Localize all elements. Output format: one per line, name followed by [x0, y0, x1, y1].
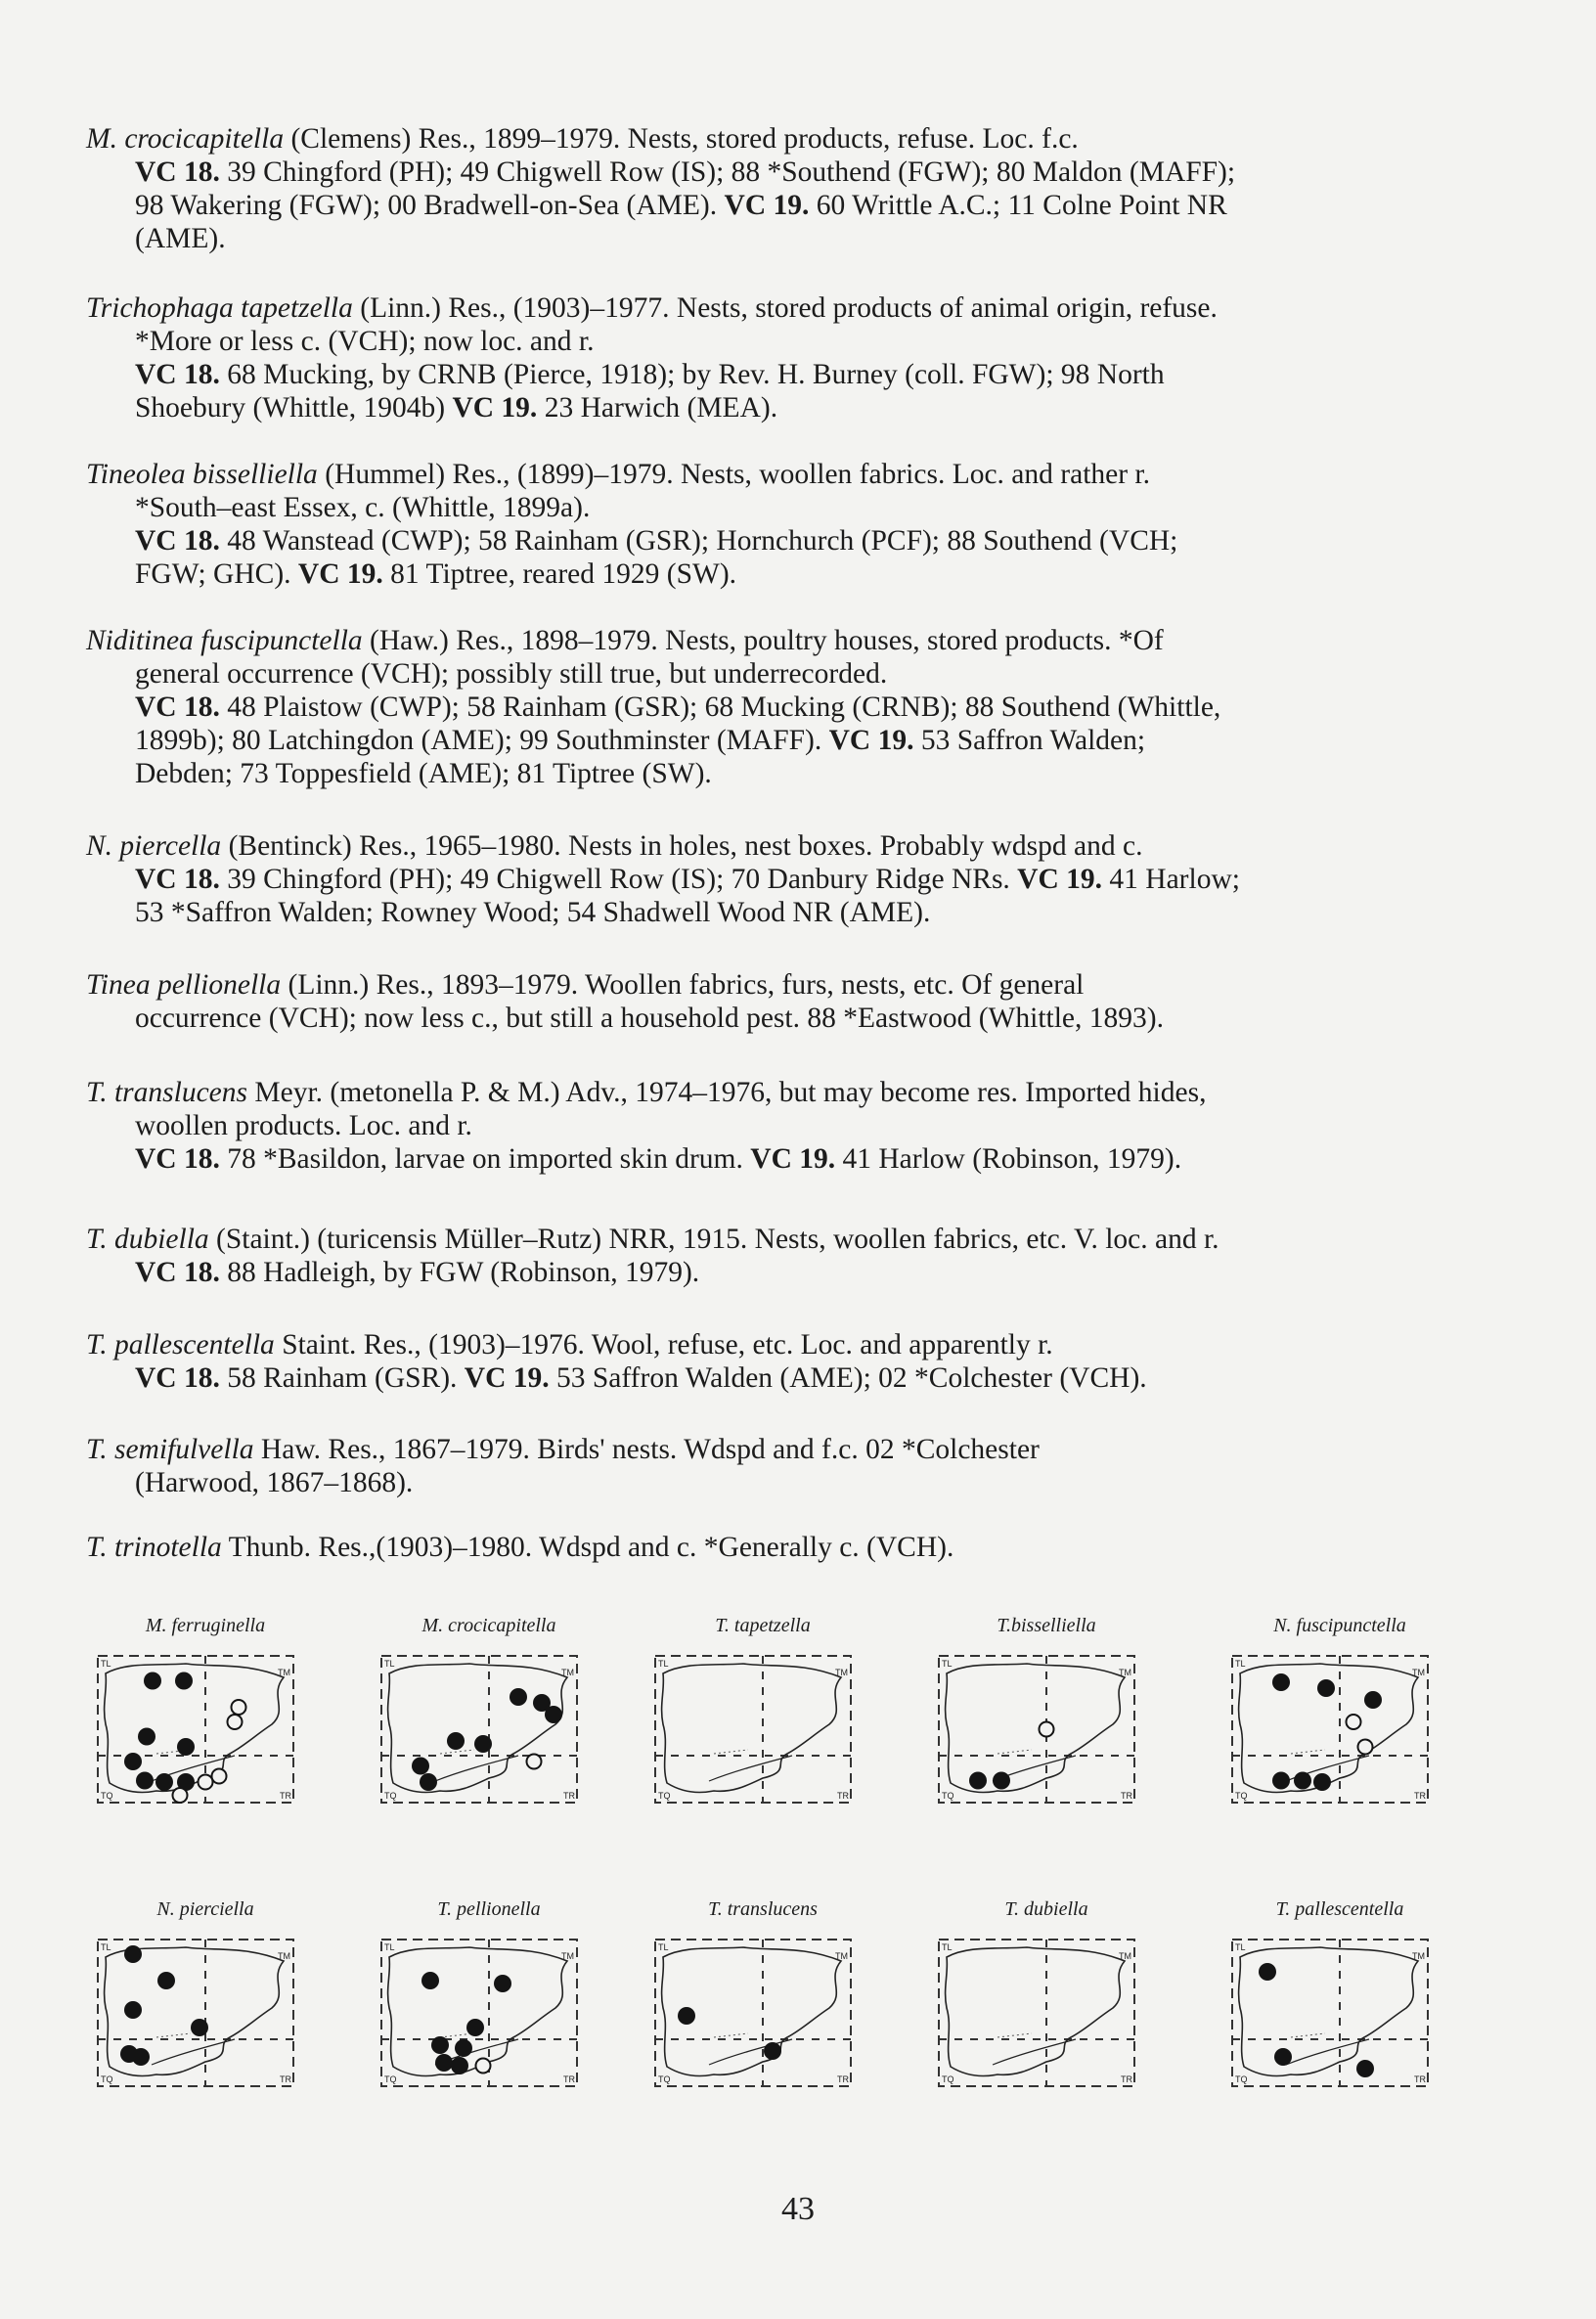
record-open-circle — [228, 1715, 243, 1729]
grid-label: TQ — [101, 1791, 113, 1801]
county-outline — [946, 1947, 1125, 2076]
entry-record-line — [135, 1142, 1455, 1176]
species-name: Tinea pellionella — [86, 969, 282, 1001]
grid-label: TL — [1235, 1942, 1246, 1952]
map-title: T. pallescentella — [1275, 1898, 1404, 1920]
grid-label: TR — [837, 2074, 849, 2084]
vice-county-label: VC 19. — [297, 558, 383, 590]
record-dot — [993, 1772, 1010, 1790]
species-name: M. crocicapitella — [86, 123, 285, 155]
county-outline — [388, 1947, 567, 2076]
species-entry — [86, 829, 1455, 929]
record-text: 39 Chingford (PH); 49 Chigwell Row (IS); 70 Danbury Ridge NRs. — [219, 864, 1018, 895]
record-dot — [764, 2042, 781, 2060]
entry-heading-line — [86, 829, 1455, 863]
record-dot — [1259, 1963, 1276, 1981]
vice-county-label: VC 19. — [1017, 864, 1103, 895]
species-name: T. pallescentella — [86, 1329, 275, 1360]
distribution-map — [919, 1614, 1174, 1809]
essex-grid-map — [362, 1935, 587, 2091]
county-outline — [662, 1664, 841, 1793]
vice-county-label: VC 19. — [452, 392, 538, 424]
grid-label: TM — [1119, 1951, 1131, 1961]
entry-record-line — [135, 358, 1455, 391]
record-dot — [1364, 1691, 1382, 1709]
entry-record-line — [135, 325, 1455, 358]
record-text: occurrence (VCH); now less c., but still a household pest. 88 *Eastwood (Whittle, 1893). — [135, 1003, 1164, 1034]
record-text: 23 Harwich (MEA). — [537, 392, 778, 424]
record-dot — [1317, 1679, 1335, 1697]
essex-grid-map — [919, 1935, 1144, 2091]
record-text: general occurrence (VCH); possibly still true, but underrecorded. — [135, 658, 888, 690]
species-entry — [86, 1433, 1455, 1499]
record-dot — [124, 1753, 142, 1770]
entry-record-line — [135, 491, 1455, 524]
record-dot — [177, 1738, 195, 1756]
boundary-line — [440, 2033, 474, 2037]
essex-grid-map — [1213, 1935, 1438, 2091]
record-dot — [144, 1672, 161, 1690]
entry-summary: (Clemens) Res., 1899–1979. Nests, stored products, refuse. Loc. f.c. — [284, 123, 1079, 155]
map-title: N. fuscipunctella — [1273, 1615, 1406, 1636]
entry-heading-line — [86, 1433, 1455, 1466]
record-text: 41 Harlow (Robinson, 1979). — [835, 1143, 1182, 1175]
entry-summary: Haw. Res., 1867–1979. Birds' nests. Wdspd and f.c. 02 *Colchester — [253, 1434, 1040, 1465]
species-name: N. piercella — [86, 830, 222, 862]
record-open-circle — [232, 1700, 246, 1715]
record-dot — [474, 1735, 492, 1753]
entry-record-line — [135, 1256, 1455, 1289]
record-dot — [466, 2019, 484, 2036]
entry-summary: Meyr. (metonella P. & M.) Adv., 1974–1976, but may become res. Imported hides, — [247, 1077, 1207, 1108]
vice-county-label: VC 19. — [750, 1143, 836, 1175]
record-dot — [969, 1772, 987, 1790]
boundary-line — [998, 1750, 1032, 1754]
record-dot — [132, 2048, 150, 2066]
record-dot — [1313, 1773, 1331, 1791]
record-dot — [455, 2039, 472, 2057]
species-entry — [86, 122, 1455, 255]
record-dot — [1356, 2060, 1374, 2077]
essex-grid-map — [636, 1935, 861, 2091]
record-open-circle — [476, 2059, 491, 2074]
grid-label: TR — [837, 1791, 849, 1801]
entry-summary: Staint. Res., (1903)–1976. Wool, refuse, etc. Loc. and apparently r. — [274, 1329, 1053, 1360]
essex-grid-map — [78, 1935, 303, 2091]
entry-summary: Thunb. Res.,(1903)–1980. Wdspd and c. *Generally c. (VCH). — [221, 1532, 954, 1563]
distribution-map — [78, 1614, 332, 1809]
entry-record-line — [135, 863, 1455, 896]
grid-label: TM — [1412, 1951, 1425, 1961]
record-dot — [678, 2007, 695, 2025]
county-outline — [388, 1664, 567, 1793]
species-name: Tineolea bisselliella — [86, 459, 318, 490]
species-name: T. semifulvella — [86, 1434, 254, 1465]
vice-county-label: VC 18. — [135, 1362, 220, 1394]
grid-label: TQ — [101, 2074, 113, 2084]
record-text: 68 Mucking, by CRNB (Pierce, 1918); by Rev. H. Burney (coll. FGW); 98 North — [219, 359, 1165, 390]
entry-record-line — [135, 222, 1455, 255]
boundary-line — [1291, 2033, 1325, 2037]
vice-county-label: VC 19. — [464, 1362, 550, 1394]
entry-record-line — [135, 391, 1455, 424]
record-text: *South–east Essex, c. (Whittle, 1899a). — [135, 492, 591, 523]
record-dot — [191, 2019, 208, 2036]
record-dot — [175, 1672, 193, 1690]
species-name: Niditinea fuscipunctella — [86, 625, 363, 656]
map-title: T. dubiella — [1004, 1898, 1088, 1920]
entry-heading-line — [86, 122, 1455, 156]
record-dot — [138, 1728, 155, 1746]
entry-summary: (Linn.) Res., (1903)–1977. Nests, stored products of animal origin, refuse. — [352, 292, 1218, 324]
entry-heading-line — [86, 291, 1455, 325]
essex-grid-map — [919, 1651, 1144, 1807]
grid-label: TL — [101, 1659, 111, 1669]
distribution-map — [78, 1897, 332, 2093]
grid-label: TM — [1412, 1668, 1425, 1677]
record-dot — [435, 2054, 453, 2072]
species-entry — [86, 1531, 1455, 1564]
entry-summary: (Hummel) Res., (1899)–1979. Nests, woollen fabrics. Loc. and rather r. — [317, 459, 1151, 490]
species-name: Trichophaga tapetzella — [86, 292, 353, 324]
grid-label: TL — [101, 1942, 111, 1952]
record-text: 58 Rainham (GSR). — [219, 1362, 465, 1394]
entry-record-line — [135, 691, 1455, 724]
entry-record-line — [135, 1361, 1455, 1395]
record-text: woollen products. Loc. and r. — [135, 1110, 472, 1141]
distribution-map — [636, 1897, 890, 2093]
boundary-line — [156, 2033, 191, 2037]
grid-label: TR — [1414, 1791, 1426, 1801]
map-title: T. tapetzella — [715, 1615, 811, 1636]
essex-grid-map — [78, 1651, 303, 1807]
distribution-maps — [78, 1614, 1467, 2142]
record-text: 39 Chingford (PH); 49 Chigwell Row (IS); 88 *Southend (FGW); 80 Maldon (MAFF); — [219, 156, 1236, 188]
grid-label: TR — [1414, 2074, 1426, 2084]
record-dot — [451, 2057, 468, 2074]
grid-label: TR — [563, 2074, 575, 2084]
record-open-circle — [527, 1755, 542, 1769]
grid-label: TL — [942, 1942, 953, 1952]
record-text: 41 Harlow; — [1102, 864, 1240, 895]
grid-label: TM — [561, 1951, 574, 1961]
record-text: 48 Plaistow (CWP); 58 Rainham (GSR); 68 Mucking (CRNB); 88 Southend (Whittle, — [219, 691, 1221, 723]
record-text: Debden; 73 Toppesfield (AME); 81 Tiptree (SW). — [135, 758, 712, 789]
entry-heading-line — [86, 1328, 1455, 1361]
record-dot — [1272, 1673, 1290, 1691]
grid-label: TL — [658, 1659, 669, 1669]
species-entry — [86, 291, 1455, 424]
record-dot — [124, 2001, 142, 2019]
grid-label: TQ — [658, 1791, 671, 1801]
distribution-map — [1213, 1614, 1467, 1809]
record-open-circle — [1358, 1740, 1373, 1755]
grid-label: TM — [835, 1951, 848, 1961]
vice-county-label: VC 19. — [724, 190, 810, 221]
boundary-line — [440, 1750, 474, 1754]
boundary-line — [1291, 1750, 1325, 1754]
vice-county-label: VC 18. — [135, 691, 220, 723]
essex-grid-map — [1213, 1651, 1438, 1807]
record-text: FGW; GHC). — [135, 558, 298, 590]
record-dot — [1294, 1772, 1311, 1790]
grid-label: TM — [561, 1668, 574, 1677]
record-text: (Harwood, 1867–1868). — [135, 1467, 414, 1498]
record-text: 78 *Basildon, larvae on imported skin drum. — [219, 1143, 751, 1175]
county-outline — [946, 1664, 1125, 1793]
grid-label: TR — [1121, 1791, 1132, 1801]
entry-record-line — [135, 524, 1455, 557]
essex-grid-map — [636, 1651, 861, 1807]
grid-label: TR — [280, 2074, 291, 2084]
grid-label: TM — [278, 1668, 290, 1677]
grid-label: TR — [563, 1791, 575, 1801]
grid-label: TL — [658, 1942, 669, 1952]
record-text: (AME). — [135, 223, 226, 254]
species-name: T. translucens — [86, 1077, 247, 1108]
distribution-map — [919, 1897, 1174, 2093]
entry-heading-line — [86, 458, 1455, 491]
entry-record-line — [135, 896, 1455, 929]
grid-label: TM — [278, 1951, 290, 1961]
record-dot — [124, 1945, 142, 1963]
grid-label: TL — [384, 1659, 395, 1669]
entry-record-line — [135, 757, 1455, 790]
grid-label: TQ — [658, 2074, 671, 2084]
record-dot — [136, 1772, 154, 1790]
map-title: N. pierciella — [156, 1898, 254, 1920]
record-dot — [1272, 1772, 1290, 1790]
vice-county-label: VC 18. — [135, 1257, 220, 1288]
county-outline — [105, 1664, 284, 1793]
record-text: *More or less c. (VCH); now loc. and r. — [135, 326, 595, 357]
species-name: T. dubiella — [86, 1224, 209, 1255]
record-dot — [447, 1732, 465, 1750]
record-open-circle — [1040, 1722, 1054, 1737]
record-open-circle — [212, 1769, 227, 1784]
grid-label: TR — [280, 1791, 291, 1801]
species-entry — [86, 624, 1455, 790]
entry-record-line — [135, 1002, 1455, 1035]
species-entry — [86, 458, 1455, 591]
species-entry — [86, 1076, 1455, 1176]
entry-summary: (Linn.) Res., 1893–1979. Woollen fabrics, furs, nests, etc. Of general — [281, 969, 1085, 1001]
record-text: 60 Writtle A.C.; 11 Colne Point NR — [809, 190, 1227, 221]
grid-label: TM — [835, 1668, 848, 1677]
record-dot — [1274, 2048, 1292, 2066]
species-entry — [86, 968, 1455, 1035]
record-text: Shoebury (Whittle, 1904b) — [135, 392, 453, 424]
record-dot — [157, 1972, 175, 1989]
entry-heading-line — [86, 968, 1455, 1002]
grid-label: TQ — [384, 2074, 397, 2084]
entry-record-line — [135, 1466, 1455, 1499]
entry-record-line — [135, 657, 1455, 691]
grid-label: TQ — [1235, 1791, 1248, 1801]
vice-county-label: VC 18. — [135, 864, 220, 895]
record-text: 1899b); 80 Latchingdon (AME); 99 Southminster (MAFF). — [135, 725, 829, 756]
record-dot — [421, 1972, 439, 1989]
grid-label: TL — [942, 1659, 953, 1669]
boundary-line — [998, 2033, 1032, 2037]
record-open-circle — [173, 1788, 188, 1803]
record-dot — [412, 1758, 429, 1775]
entry-record-line — [135, 724, 1455, 757]
record-dot — [155, 1773, 173, 1791]
record-dot — [510, 1688, 527, 1706]
record-text: 53 *Saffron Walden; Rowney Wood; 54 Shadwell Wood NR (AME). — [135, 897, 931, 928]
grid-label: TQ — [384, 1791, 397, 1801]
vice-county-label: VC 18. — [135, 359, 220, 390]
boundary-line — [714, 1750, 748, 1754]
record-text: 48 Wanstead (CWP); 58 Rainham (GSR); Hornchurch (PCF); 88 Southend (VCH; — [219, 525, 1178, 557]
grid-label: TQ — [942, 2074, 954, 2084]
page-number: 43 — [781, 2191, 815, 2227]
record-text: 53 Saffron Walden; — [913, 725, 1146, 756]
map-title: T. translucens — [708, 1898, 818, 1920]
grid-label: TL — [384, 1942, 395, 1952]
grid-label: TL — [1235, 1659, 1246, 1669]
species-entry — [86, 1223, 1455, 1289]
distribution-map — [362, 1897, 616, 2093]
grid-label: TR — [1121, 2074, 1132, 2084]
record-text: 98 Wakering (FGW); 00 Bradwell-on-Sea (AME). — [135, 190, 725, 221]
boundary-line — [714, 2033, 748, 2037]
distribution-map — [636, 1614, 890, 1809]
record-dot — [545, 1706, 562, 1723]
grid-label: TQ — [1235, 2074, 1248, 2084]
record-open-circle — [199, 1775, 213, 1790]
species-name: T. trinotella — [86, 1532, 222, 1563]
grid-label: TM — [1119, 1668, 1131, 1677]
grid-label: TQ — [942, 1791, 954, 1801]
entry-record-line — [135, 557, 1455, 591]
vice-county-label: VC 18. — [135, 1143, 220, 1175]
record-open-circle — [1347, 1715, 1361, 1729]
map-title: T.bisselliella — [997, 1615, 1096, 1636]
map-title: M. ferruginella — [145, 1615, 266, 1636]
entry-heading-line — [86, 1223, 1455, 1256]
entry-summary: (Staint.) (turicensis Müller–Rutz) NRR, 1915. Nests, woollen fabrics, etc. V. loc. and r. — [208, 1224, 1219, 1255]
entry-summary: (Haw.) Res., 1898–1979. Nests, poultry houses, stored products. *Of — [362, 625, 1164, 656]
entry-heading-line — [86, 1531, 1455, 1564]
vice-county-label: VC 18. — [135, 525, 220, 557]
map-title: M. crocicapitella — [421, 1615, 556, 1636]
vice-county-label: VC 18. — [135, 156, 220, 188]
species-entry — [86, 1328, 1455, 1395]
distribution-map — [1213, 1897, 1467, 2093]
record-text: 53 Saffron Walden (AME); 02 *Colchester (VCH). — [549, 1362, 1147, 1394]
record-dot — [494, 1975, 511, 1992]
record-dot — [420, 1773, 437, 1791]
entry-heading-line — [86, 1076, 1455, 1109]
map-title: T. pellionella — [437, 1898, 541, 1920]
entry-record-line — [135, 156, 1455, 189]
entry-record-line — [135, 1109, 1455, 1142]
entry-summary: (Bentinck) Res., 1965–1980. Nests in holes, nest boxes. Probably wdspd and c. — [221, 830, 1143, 862]
entry-heading-line — [86, 624, 1455, 657]
record-dot — [431, 2036, 449, 2054]
vice-county-label: VC 19. — [828, 725, 914, 756]
record-text: 81 Tiptree, reared 1929 (SW). — [382, 558, 737, 590]
record-text: 88 Hadleigh, by FGW (Robinson, 1979). — [219, 1257, 700, 1288]
essex-grid-map — [362, 1651, 587, 1807]
entry-record-line — [135, 189, 1455, 222]
distribution-map — [362, 1614, 616, 1809]
